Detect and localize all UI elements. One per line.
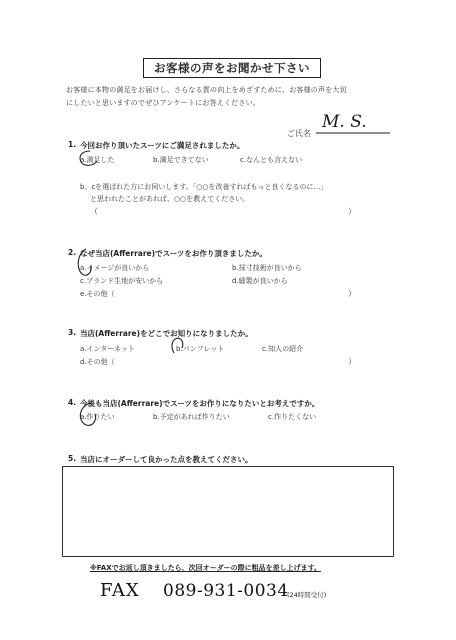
q1-text: 今回お作り頂いたスーツにご満足されましたか。: [80, 141, 245, 150]
q2-option-c[interactable]: c.ブランド生地が安いから: [80, 277, 164, 285]
q3-paren-close: ）: [348, 357, 356, 366]
q3-text: 当店(Afferrare)をどこでお知りになりましたか。: [80, 329, 253, 338]
q1-paren-open: （: [90, 207, 98, 216]
fax-number: 089-931-0034: [163, 581, 289, 601]
q1-followup-1: b、cを選ばれた方にお伺いします。「○○を改善すればもっと良くなるのに…」: [80, 183, 328, 191]
q2-paren-close: ）: [348, 289, 356, 298]
fax-label: FAX: [100, 580, 140, 601]
q5-number: 5.: [68, 454, 77, 463]
q4-text: 今後も当店(Afferrare)でスーツをお作りになりたいとお考えですか。: [80, 399, 320, 408]
form-title: お客様の声をお聞かせ下さい: [143, 58, 321, 78]
q1-number: 1.: [68, 140, 77, 149]
intro-line-1: お客様に本物の満足をお届けし、さらなる質の向上をめざすために、お客様の声を大切: [66, 86, 347, 94]
q1-followup-2: と思われたことがあれば、○○を教えてください。: [90, 195, 250, 203]
q2-option-a[interactable]: a.イメージが良いから: [80, 264, 150, 272]
q2-number: 2.: [68, 248, 77, 257]
q4-option-b[interactable]: b.予定があれば作りたい: [153, 413, 230, 421]
q1-paren-close: ）: [348, 207, 356, 216]
q1-option-a[interactable]: a.満足した: [80, 156, 115, 164]
q1-option-c[interactable]: c.なんとも言えない: [240, 156, 303, 164]
q2-option-d[interactable]: d.縫製が良いから: [232, 277, 288, 285]
q2-text: なぜ当店(Afferrare)でスーツをお作り頂きましたか。: [80, 249, 267, 258]
q3-option-b[interactable]: b.パンフレット: [176, 345, 225, 353]
q2-answer-circle: [78, 249, 91, 275]
q1-option-b[interactable]: b.満足できてない: [153, 156, 209, 164]
name-label: ご氏名: [287, 129, 311, 138]
q3-answer-circle: [172, 338, 183, 353]
q5-text: 当店にオーダーして良かった点を教えてください。: [80, 455, 253, 464]
q2-option-b[interactable]: b.採寸技術が良いから: [232, 264, 302, 272]
q3-option-a[interactable]: a.インターネット: [80, 345, 135, 353]
q4-number: 4.: [68, 398, 77, 407]
q4-option-a[interactable]: a.作りたい: [80, 413, 115, 421]
fax-hours: (24時間受付): [287, 591, 327, 599]
q3-option-d[interactable]: d.その他（: [80, 358, 115, 366]
q4-option-c[interactable]: c.作りたくない: [268, 413, 317, 421]
q3-number: 3.: [68, 328, 77, 337]
q4-answer-circle: [80, 403, 95, 425]
q2-option-e[interactable]: e.その他（: [80, 290, 115, 298]
intro-line-2: にしたいと思いますのでぜひアンケートにお答えください。: [66, 99, 260, 107]
footer-note: ※FAXでお返し頂きましたら、次回オーダーの際に粗品を差し上げます。: [90, 564, 322, 572]
q1-answer-circle: [80, 151, 97, 165]
name-value: M. S.: [322, 112, 367, 132]
q3-option-c[interactable]: c.知人の紹介: [262, 345, 304, 353]
